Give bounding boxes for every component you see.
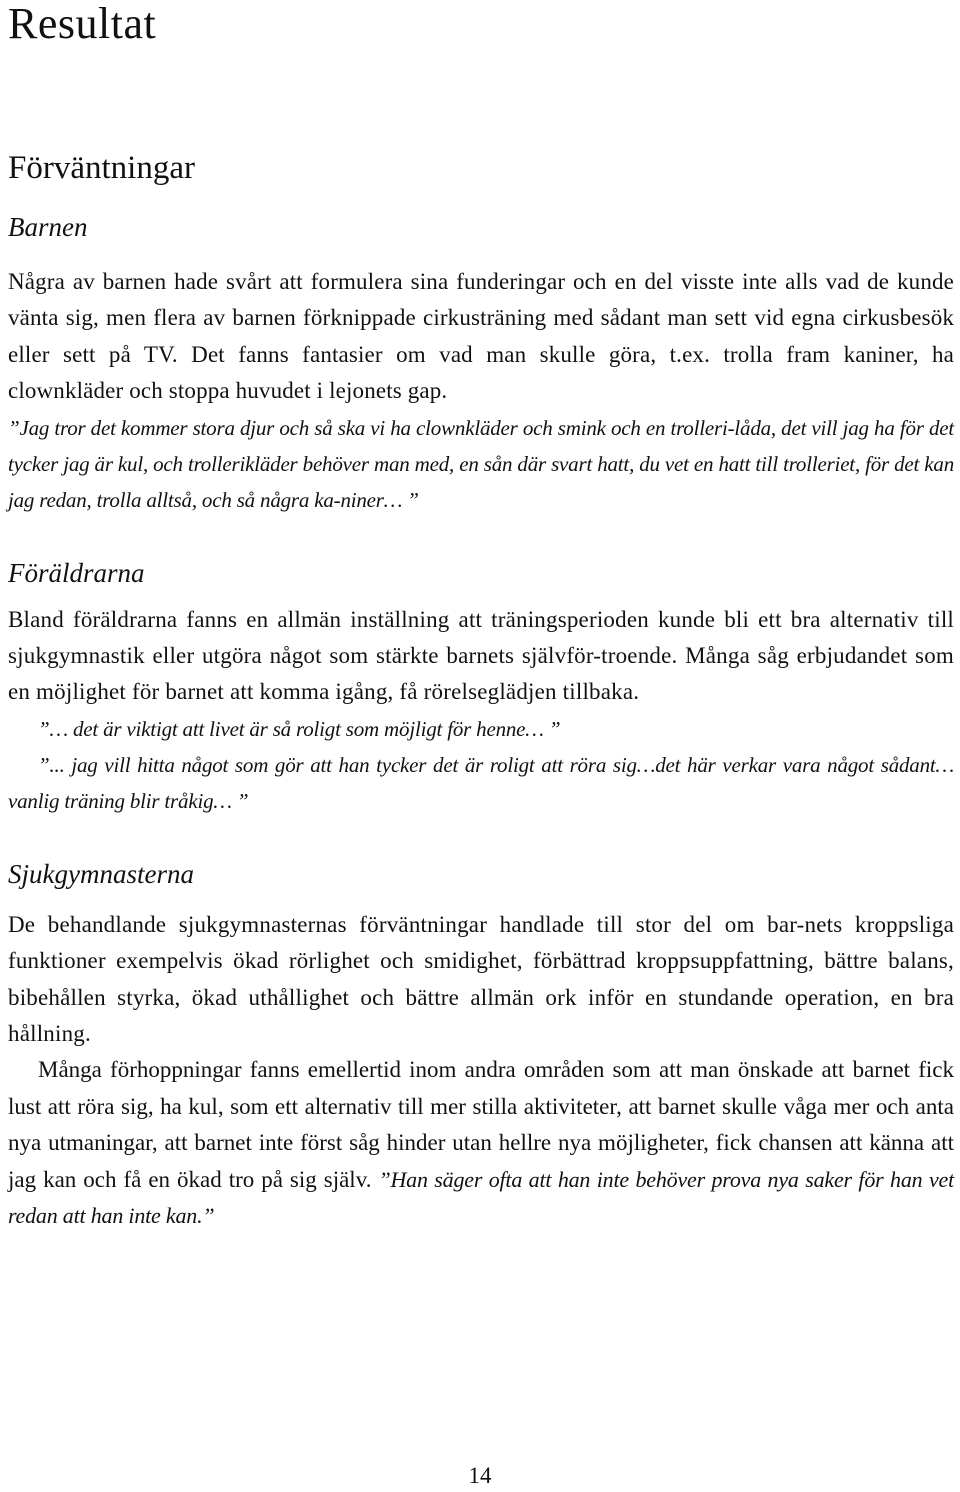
document-page bbox=[8, 0, 954, 1235]
paragraph-children: Några av barnen hade svårt att formulera sina funderingar och en del visste inte alls vad de kunde vänta sig, men flera av barnen förknippade cirkusträning med sådant man sett vid egna cirkusbesök eller sett på TV. Det fanns fantasier om vad man skulle göra, t.ex. trolla fram kaniner, ha clownkläder och stoppa huvudet i lejonets gap. bbox=[8, 269, 954, 404]
paragraph-parents: Bland föräldrarna fanns en allmän inställning att träningsperioden kunde bli ett bra alternativ till sjukgymnastik eller utgöra något som stärkte barnets självför-troende. Många såg erbjudandet som en möjlighet för barnet att komma igång, få rörelseglädjen tillbaka. bbox=[8, 606, 954, 705]
paragraph-physiotherapists-1: De behandlande sjukgymnasternas förväntningar handlade till stor del om bar-nets kroppsliga funktioner exempelvis ökad rörlighet och smidighet, förbättrad kroppsuppfattning, bättre balans, bibehållen styrka, ökad uthållighet och bättre allmän ork inför en stundande operation, en bra hållning. bbox=[8, 911, 954, 1047]
page-number: 14 bbox=[468, 1463, 492, 1488]
quote-physiotherapists: ”Han säger ofta att han inte behöver prova nya saker för han vet redan att han inte kan.” bbox=[8, 1166, 954, 1229]
page-title: Resultat bbox=[8, 0, 157, 48]
quote-children: ”Jag tror det kommer stora djur och så ska vi ha clownkläder och smink och en trolleri-låda, det vill jag ha för det tycker jag är kul, och trollerikläder behöver man med, en sån där svart hatt, du vet en hatt till trolleriet, för det kan jag redan, trolla alltså, och så några ka-niner… ” bbox=[8, 415, 954, 512]
quote-parents-1: ”… det är viktigt att livet är så roligt som möjligt för henne… ” bbox=[38, 716, 561, 741]
subheading-children: Barnen bbox=[8, 212, 88, 242]
subheading-physiotherapists: Sjukgymnasterna bbox=[8, 858, 194, 889]
section-heading: Förväntningar bbox=[8, 150, 195, 186]
paragraph-physiotherapists-2 bbox=[8, 1052, 954, 1234]
quote-parents-2: ”... jag vill hitta något som gör att han tycker det är roligt att röra sig…det här verkar vara något sådant…vanlig träning blir tråkig… ” bbox=[8, 752, 954, 813]
subheading-parents: Föräldrarna bbox=[8, 557, 145, 588]
paragraph-physiotherapists-2-text: Många förhoppningar fanns emellertid inom andra områden som att man önskade att barnet fick lust att röra sig, ha kul, som ett alternativ till mer stilla aktiviteter, att barnet skulle våga mer och anta nya utmaningar, att barnet inte först såg hinder utan hellre nya möjligheter, fick chansen att känna att jag kan och få en ökad tro på sig själv. bbox=[8, 1057, 954, 1192]
